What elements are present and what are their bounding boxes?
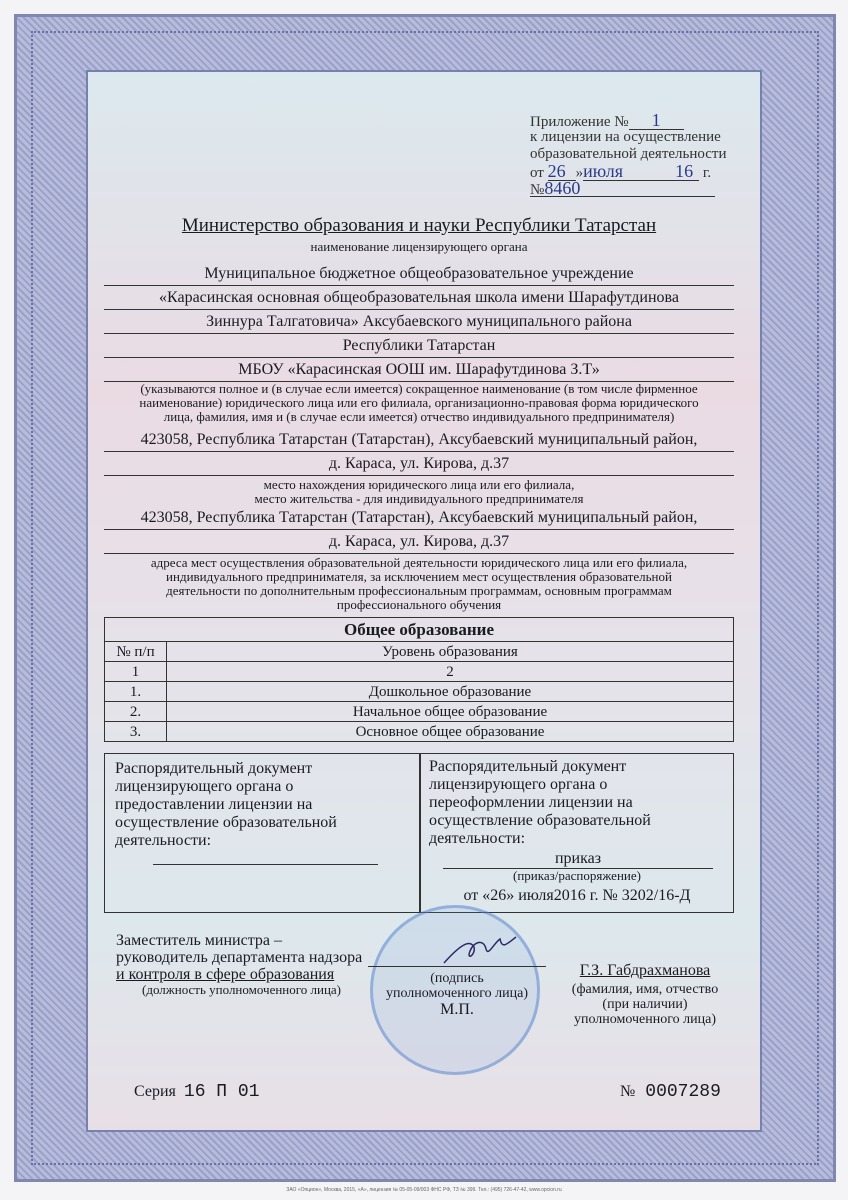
right-box-line: Распорядительный документ [429,758,627,775]
row-level: Основное общее образование [167,722,734,742]
activity-address-line: 423058, Республика Татарстан (Татарстан), Аксубаевский муниципальный район, [104,506,734,530]
table-header: № п/п [105,642,167,662]
activity-address-caption: адреса мест осуществления образовательной деятельности юридического лица или его филиала, [150,555,688,570]
signature-caption: уполномоченного лица) [386,986,528,1001]
name-caption: (при наличии) [602,997,688,1012]
name-caption: уполномоченного лица) [574,1012,716,1027]
doc-type-caption: (приказ/распоряжение) [513,868,641,883]
left-order-box [104,753,420,913]
left-box-line: Распорядительный документ [115,760,313,777]
name-caption: (фамилия, имя, отчество [571,982,719,997]
position-line: руководитель департамента надзора [116,949,363,966]
org-caption: наименование) юридического лица или его филиала, организационно-правовая форма юридического [139,395,699,410]
form-number: 0007289 [645,1082,721,1102]
location-caption: место жительства - для индивидуального предпринимателя [254,491,584,506]
right-box-line: лицензирующего органа о [429,776,608,793]
left-box-line: предоставлении лицензии на [115,796,313,813]
activity-address-caption: индивидуального предпринимателя, за исключением мест осуществления образовательной [166,569,672,584]
row-number: 3. [105,722,167,742]
series-block [134,1082,260,1102]
table-index-cell: 2 [167,662,734,682]
authority-caption: наименование лицензирующего органа [310,239,528,254]
authority-name: Министерство образования и науки Республики Татарстан [181,215,657,236]
appendix-line: образовательной деятельности [530,146,727,162]
table-row [105,702,734,722]
activity-address-caption: деятельности по дополнительным профессиональным программам, основным программам [166,583,672,598]
right-box-line: переоформлении лицензии на [429,794,633,811]
right-box-line: осуществление образовательной [429,812,651,829]
org-name-line: Зиннура Талгатовича» Аксубаевского муниципального района [104,310,734,334]
org-short-name: МБОУ «Карасинская ООШ им. Шарафутдинова З.Т» [104,358,734,382]
date-day: 26 [548,163,576,181]
row-level: Начальное общее образование [167,702,734,722]
position-line: Заместитель министра – [116,932,282,949]
doc-type: приказ [443,850,713,869]
activity-address-caption: профессионального обучения [336,597,502,612]
appendix-number: 1 [629,112,684,130]
stamp-place: М.П. [440,1001,474,1018]
org-block [104,262,734,612]
license-number: 8460 [544,178,581,198]
org-name-line: «Карасинская основная общеобразовательная школа имени Шарафутдинова [104,286,734,310]
appendix-line: к лицензии на осуществление [530,129,721,145]
row-number: 2. [105,702,167,722]
left-box-line: лицензирующего органа о [115,778,294,795]
date-prefix: от [530,165,544,181]
date-year: 16 [675,163,699,181]
education-table [104,617,734,742]
org-name-line: Муниципальное бюджетное общеобразовательное учреждение [104,262,734,286]
signature-line [368,966,546,967]
org-name-line: Республики Татарстан [104,334,734,358]
location-line: 423058, Республика Татарстан (Татарстан), Аксубаевский муниципальный район, [104,428,734,452]
table-header: Уровень образования [167,642,734,662]
series-value: 16 П 01 [183,1082,260,1102]
left-box-line: осуществление образовательной [115,814,337,831]
signature-caption: (подпись [430,971,484,986]
table-row [105,682,734,702]
name-block [560,962,730,1027]
org-caption: (указываются полное и (в случае если имеется) сокращенное наименование (в том числе фирменное [140,381,698,396]
right-order-box [420,753,734,913]
order-details: от «26» июля2016 г. № 3202/16-Д [463,887,691,904]
official-name: Г.З. Габдрахманова [579,962,711,979]
signature-block [362,966,552,1018]
num-prefix: № [530,182,545,198]
date-month: июля [583,163,675,181]
printer-footer: ЗАО «Опцион», Москва, 2015, «А», лицензия № 05-05-09/003 ФНС РФ, ТЗ № 399. Тел.: (495) 726-47-42, www.opcion.ru [286,1187,562,1193]
position-line: и контроля в сфере образования [116,966,335,983]
activity-address-line: д. Караса, ул. Кирова, д.37 [104,530,734,554]
handwritten-signature [440,935,520,967]
org-caption: лица, фамилия, имя и (в случае если имеется) отчество индивидуального предпринимателя) [163,409,675,424]
location-caption: место нахождения юридического лица или его филиала, [263,477,575,492]
date-suffix: г. [702,165,712,181]
position-caption: (должность уполномоченного лица) [142,982,342,997]
location-line: д. Караса, ул. Кирова, д.37 [104,452,734,476]
empty-line [153,864,378,865]
appendix-label: Приложение № [530,114,629,130]
left-box-line: деятельности: [115,832,212,849]
table-title: Общее образование [105,618,734,642]
table-row [105,722,734,742]
form-number-block [620,1082,721,1102]
row-level: Дошкольное образование [167,682,734,702]
table-index-cell: 1 [105,662,167,682]
authority-block [104,215,734,254]
position-block [116,932,362,997]
number-label: № [620,1083,636,1100]
series-label: Серия [134,1083,176,1100]
right-box-line: деятельности: [429,830,526,847]
appendix-block [530,112,740,197]
row-number: 1. [105,682,167,702]
date-sep: » [575,165,584,181]
